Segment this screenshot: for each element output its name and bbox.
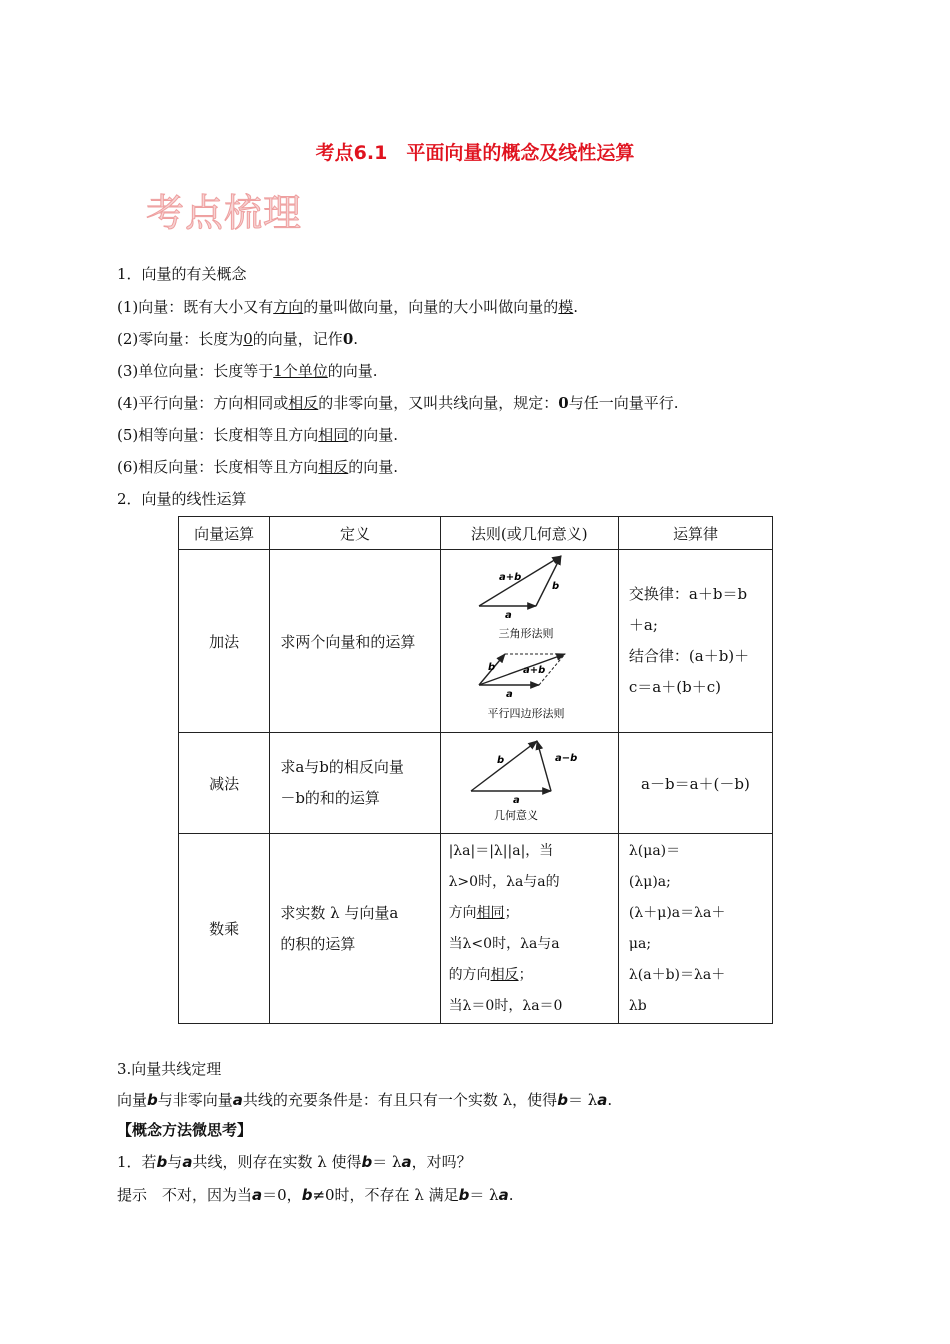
label-a-plus-b-para: a+b [522,665,545,676]
caption-geometric-meaning: 几何意义 [493,809,538,822]
table-header-row [179,517,773,550]
blank-zero: 0 [243,330,253,348]
blank-opposite-2: 相反 [318,458,349,476]
header-def: 定义 [270,517,440,550]
header-law: 运算律 [618,517,772,550]
sub-law: a－b＝a＋(－b) [618,733,772,834]
sec3-heading: 3.向量共线定理 [117,1060,222,1078]
add-figures [440,550,618,733]
sec1-item-1: (1)向量：既有大小又有方向的量叫做向量，向量的大小叫做向量的模. [117,298,579,316]
blank-unit: 1个单位 [273,362,328,380]
sec1-item-2: (2)零向量：长度为0的向量，记作0. [117,330,359,348]
table-row-sub [179,733,773,834]
law-line-4: c＝a＋(b＋c) [628,678,721,696]
law-line-1: 交换律：a＋b＝b [628,585,748,603]
mul-def: 求实数 λ 与向量a 的积的运算 [270,834,440,1024]
label-a-para: a [505,689,513,700]
mul-name: 数乘 [179,834,270,1024]
addition-diagram [441,550,611,728]
sec1-item-4: (4)平行向量：方向相同或相反的非零向量，又叫共线向量，规定：0与任一向量平行. [117,394,679,412]
add-name: 加法 [179,550,270,733]
think-hint: 提示 不对，因为当a＝0，b≠0时，不存在 λ 满足b＝ λa. [117,1186,514,1204]
sec1-item-6: (6)相反向量：长度相等且方向相反的向量. [117,458,399,476]
linear-operations-table [178,516,773,1024]
sub-vector-b [471,741,537,791]
label-b-sub: b [496,755,504,766]
table-row-add [179,550,773,733]
mul-rule: |λa|＝|λ||a|，当 λ>0时，λa与a的 方向相同； 当λ<0时，λa与a 的方向相反； 当λ＝0时，λa＝0 [440,834,618,1024]
section-watermark: 考点梳理 [146,191,303,235]
table-row-mul [179,834,773,1024]
label-b: b [551,581,559,592]
sub-vector-a-minus-b [537,741,551,791]
sec1-item-5: (5)相等向量：长度相等且方向相同的向量. [117,426,399,444]
label-a-minus-b: a−b [554,753,577,764]
caption-parallelogram-rule: 平行四边形法则 [487,707,565,720]
think-heading: 【概念方法微思考】 [117,1121,253,1139]
sub-figure [440,733,618,834]
mul-laws: λ(μa)＝ (λμ)a; (λ＋μ)a＝λa＋ μa; λ(a＋b)＝λa＋ λb [618,834,772,1024]
label-b-para: b [487,662,495,673]
header-op: 向量运算 [179,517,270,550]
think-question: 1．若b与a共线，则存在实数 λ 使得b＝ λa，对吗？ [117,1153,472,1171]
label-a-plus-b: a+b [498,572,521,583]
sec1-heading: 1．向量的有关概念 [117,265,247,283]
blank-modulus: 模 [558,298,574,316]
blank-opposite: 相反 [288,394,319,412]
add-def: 求两个向量和的运算 [270,550,440,733]
law-line-3: 结合律：(a＋b)＋ [628,647,750,665]
sub-def: 求a与b的相反向量 －b的和的运算 [270,733,440,834]
sec2-heading: 2．向量的线性运算 [117,490,247,508]
add-laws [618,550,772,733]
blank-same: 相同 [318,426,349,444]
blank-direction: 方向 [273,298,304,316]
sec1-item-3: (3)单位向量：长度等于1个单位的向量. [117,362,378,380]
page-title: 考点6.1 平面向量的概念及线性运算 [315,142,635,164]
law-line-2: ＋a; [628,616,658,634]
subtraction-diagram [441,733,611,829]
label-a-sub: a [512,795,520,806]
caption-triangle-rule: 三角形法则 [498,627,554,640]
sub-name: 减法 [179,733,270,834]
label-a: a [504,610,512,621]
sec3-text: 向量b与非零向量a共线的充要条件是：有且只有一个实数 λ，使得b＝ λa. [117,1091,613,1109]
header-rule: 法则(或几何意义) [440,517,618,550]
